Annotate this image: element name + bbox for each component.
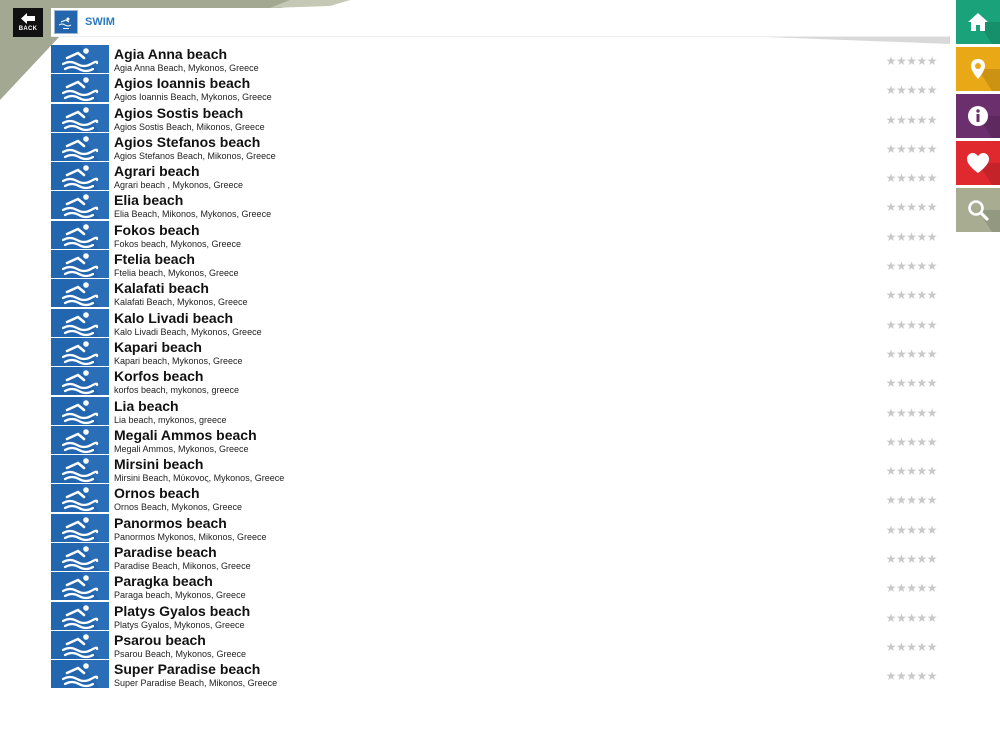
rating-stars bbox=[886, 376, 937, 390]
star-icon: ★ bbox=[906, 317, 917, 332]
beach-name: Agios Ioannis beach bbox=[114, 75, 251, 92]
star-icon: ★ bbox=[885, 200, 896, 215]
swim-icon bbox=[51, 279, 109, 307]
star-icon: ★ bbox=[916, 434, 927, 449]
star-icon: ★ bbox=[895, 171, 907, 186]
rating-stars bbox=[886, 435, 937, 449]
beach-location: Agios Ioannis Beach, Mykonos, Greece bbox=[114, 92, 272, 103]
swim-icon bbox=[51, 133, 109, 161]
header-bar bbox=[51, 8, 949, 37]
list-item[interactable] bbox=[51, 514, 941, 543]
star-icon: ★ bbox=[906, 259, 917, 274]
star-icon: ★ bbox=[926, 376, 937, 391]
rating-stars bbox=[886, 552, 937, 566]
star-icon: ★ bbox=[906, 405, 917, 420]
star-icon: ★ bbox=[885, 317, 896, 332]
star-icon: ★ bbox=[885, 522, 896, 537]
star-icon: ★ bbox=[906, 346, 917, 361]
rating-stars bbox=[886, 669, 937, 683]
swim-icon bbox=[51, 572, 109, 600]
star-icon: ★ bbox=[926, 434, 937, 449]
star-icon: ★ bbox=[895, 229, 907, 244]
list-item[interactable] bbox=[51, 45, 941, 74]
beach-name: Paradise beach bbox=[114, 544, 217, 561]
star-icon: ★ bbox=[926, 405, 937, 420]
rating-stars bbox=[886, 200, 937, 214]
swim-icon bbox=[51, 338, 109, 366]
star-icon: ★ bbox=[885, 54, 896, 68]
beach-name: Korfos beach bbox=[114, 368, 204, 385]
beach-name: Super Paradise beach bbox=[114, 661, 261, 678]
rating-stars bbox=[886, 406, 937, 420]
star-icon: ★ bbox=[906, 522, 917, 537]
rating-stars bbox=[886, 54, 937, 68]
beach-location: Paradise Beach, Mikonos, Greece bbox=[114, 561, 251, 572]
rating-stars bbox=[886, 230, 937, 244]
star-icon: ★ bbox=[926, 522, 937, 537]
star-icon: ★ bbox=[916, 669, 927, 684]
beach-name: Elia beach bbox=[114, 192, 184, 209]
star-icon: ★ bbox=[895, 83, 907, 98]
star-icon: ★ bbox=[895, 259, 907, 274]
beach-name: Kapari beach bbox=[114, 338, 202, 355]
star-icon: ★ bbox=[906, 112, 917, 127]
list-item[interactable] bbox=[51, 74, 941, 103]
swim-icon bbox=[51, 631, 109, 659]
beach-location: Lia beach, mykonos, greece bbox=[114, 414, 227, 425]
star-icon: ★ bbox=[895, 434, 907, 449]
star-icon: ★ bbox=[906, 376, 917, 391]
rating-stars bbox=[886, 288, 937, 302]
star-icon: ★ bbox=[926, 83, 937, 98]
swim-icon bbox=[51, 484, 109, 512]
star-icon: ★ bbox=[906, 229, 917, 244]
list-item[interactable] bbox=[51, 162, 941, 191]
star-icon: ★ bbox=[926, 259, 937, 274]
beach-name: Lia beach bbox=[114, 397, 179, 414]
star-icon: ★ bbox=[906, 581, 917, 596]
list-item[interactable] bbox=[51, 367, 941, 396]
star-icon: ★ bbox=[885, 229, 896, 244]
swim-icon bbox=[51, 191, 109, 219]
beach-location: Ornos Beach, Mykonos, Greece bbox=[114, 502, 243, 513]
star-icon: ★ bbox=[926, 493, 937, 508]
beach-name: Agrari beach bbox=[114, 163, 200, 180]
star-icon: ★ bbox=[885, 552, 896, 567]
beach-location: Agrari beach , Mykonos, Greece bbox=[114, 180, 244, 191]
star-icon: ★ bbox=[885, 171, 896, 186]
star-icon: ★ bbox=[906, 83, 917, 98]
star-icon: ★ bbox=[916, 552, 927, 567]
star-icon: ★ bbox=[895, 141, 907, 156]
star-icon: ★ bbox=[906, 493, 917, 508]
star-icon: ★ bbox=[885, 493, 896, 508]
swim-icon bbox=[51, 543, 109, 571]
list-item[interactable] bbox=[51, 484, 941, 513]
rating-stars bbox=[886, 83, 937, 97]
star-icon: ★ bbox=[916, 522, 927, 537]
beach-location: Megali Ammos, Mykonos, Greece bbox=[114, 443, 249, 454]
star-icon: ★ bbox=[885, 639, 896, 654]
star-icon: ★ bbox=[885, 669, 896, 684]
star-icon: ★ bbox=[926, 552, 937, 567]
rating-stars bbox=[886, 142, 937, 156]
star-icon: ★ bbox=[895, 317, 907, 332]
star-icon: ★ bbox=[916, 83, 927, 98]
beach-location: Ftelia beach, Mykonos, Greece bbox=[114, 268, 239, 279]
list-item[interactable] bbox=[51, 455, 941, 484]
star-icon: ★ bbox=[885, 141, 896, 156]
star-icon: ★ bbox=[906, 171, 917, 186]
swim-icon bbox=[51, 45, 109, 73]
star-icon: ★ bbox=[895, 200, 907, 215]
list-item[interactable] bbox=[51, 250, 941, 279]
star-icon: ★ bbox=[885, 112, 896, 127]
star-icon: ★ bbox=[906, 434, 917, 449]
star-icon: ★ bbox=[916, 288, 927, 303]
star-icon: ★ bbox=[895, 522, 907, 537]
swim-category-icon bbox=[54, 10, 78, 34]
star-icon: ★ bbox=[895, 346, 907, 361]
star-icon: ★ bbox=[916, 112, 927, 127]
swim-icon bbox=[51, 660, 109, 688]
beach-location: Super Paradise Beach, Mikonos, Greece bbox=[114, 678, 278, 689]
beach-name: Agia Anna beach bbox=[114, 46, 228, 62]
page-title: SWIM bbox=[85, 16, 115, 28]
star-icon: ★ bbox=[916, 405, 927, 420]
star-icon: ★ bbox=[926, 229, 937, 244]
info-icon bbox=[967, 105, 989, 127]
beach-location: Kalo Livadi Beach, Mykonos, Greece bbox=[114, 326, 262, 337]
star-icon: ★ bbox=[916, 229, 927, 244]
star-icon: ★ bbox=[885, 83, 896, 98]
arrow-left-icon bbox=[21, 13, 35, 24]
star-icon: ★ bbox=[926, 639, 937, 654]
beach-name: Kalafati beach bbox=[114, 280, 209, 297]
star-icon: ★ bbox=[895, 552, 907, 567]
star-icon: ★ bbox=[895, 405, 907, 420]
list-item[interactable] bbox=[51, 572, 941, 601]
star-icon: ★ bbox=[895, 376, 907, 391]
rating-stars bbox=[886, 347, 937, 361]
beach-name: Megali Ammos beach bbox=[114, 426, 257, 443]
swim-icon bbox=[51, 309, 109, 337]
swim-icon bbox=[51, 221, 109, 249]
back-button[interactable] bbox=[13, 8, 43, 37]
swim-icon bbox=[51, 426, 109, 454]
star-icon: ★ bbox=[885, 405, 896, 420]
home-icon bbox=[967, 12, 989, 32]
star-icon: ★ bbox=[916, 141, 927, 156]
star-icon: ★ bbox=[895, 464, 907, 479]
rating-stars bbox=[886, 171, 937, 185]
star-icon: ★ bbox=[926, 200, 937, 215]
beach-location: Agios Stefanos Beach, Mikonos, Greece bbox=[114, 150, 276, 161]
home-button[interactable] bbox=[956, 0, 1000, 44]
star-icon: ★ bbox=[916, 464, 927, 479]
beach-location: Kapari beach, Mykonos, Greece bbox=[114, 355, 243, 366]
star-icon: ★ bbox=[916, 259, 927, 274]
list-item[interactable] bbox=[51, 221, 941, 250]
list-item[interactable] bbox=[51, 191, 941, 220]
beach-name: Agios Sostis beach bbox=[114, 104, 244, 121]
rating-stars bbox=[886, 493, 937, 507]
info-button[interactable] bbox=[956, 94, 1000, 138]
star-icon: ★ bbox=[885, 581, 896, 596]
star-icon: ★ bbox=[906, 141, 917, 156]
star-icon: ★ bbox=[906, 288, 917, 303]
star-icon: ★ bbox=[895, 610, 907, 625]
map-button[interactable] bbox=[956, 47, 1000, 91]
back-label: BACK bbox=[18, 26, 38, 32]
beach-location: Kalafati Beach, Mykonos, Greece bbox=[114, 297, 248, 308]
list-item[interactable] bbox=[51, 133, 941, 162]
star-icon: ★ bbox=[895, 288, 907, 303]
star-icon: ★ bbox=[926, 141, 937, 156]
beach-name: Psarou beach bbox=[114, 631, 206, 648]
star-icon: ★ bbox=[906, 552, 917, 567]
search-button[interactable] bbox=[956, 188, 1000, 232]
star-icon: ★ bbox=[916, 639, 927, 654]
rating-stars bbox=[886, 318, 937, 332]
star-icon: ★ bbox=[926, 171, 937, 186]
beach-name: Ftelia beach bbox=[114, 251, 195, 268]
star-icon: ★ bbox=[916, 346, 927, 361]
swim-icon bbox=[51, 367, 109, 395]
list-item[interactable] bbox=[51, 543, 941, 572]
star-icon: ★ bbox=[926, 54, 937, 68]
star-icon: ★ bbox=[885, 288, 896, 303]
star-icon: ★ bbox=[916, 376, 927, 391]
star-icon: ★ bbox=[916, 200, 927, 215]
beach-name: Ornos beach bbox=[114, 485, 200, 502]
star-icon: ★ bbox=[906, 639, 917, 654]
beach-location: Panormos Mykonos, Mikonos, Greece bbox=[114, 531, 267, 542]
star-icon: ★ bbox=[926, 610, 937, 625]
star-icon: ★ bbox=[895, 493, 907, 508]
beach-name: Paragka beach bbox=[114, 573, 213, 590]
star-icon: ★ bbox=[916, 54, 927, 68]
star-icon: ★ bbox=[906, 200, 917, 215]
star-icon: ★ bbox=[885, 259, 896, 274]
search-icon bbox=[967, 199, 989, 221]
star-icon: ★ bbox=[885, 434, 896, 449]
star-icon: ★ bbox=[926, 464, 937, 479]
beach-location: Agia Anna Beach, Mykonos, Greece bbox=[114, 63, 259, 73]
star-icon: ★ bbox=[926, 581, 937, 596]
list-item[interactable] bbox=[51, 104, 941, 133]
star-icon: ★ bbox=[926, 288, 937, 303]
star-icon: ★ bbox=[895, 112, 907, 127]
beach-location: Elia Beach, Mikonos, Mykonos, Greece bbox=[114, 209, 272, 220]
list-item[interactable] bbox=[51, 602, 941, 631]
swim-icon bbox=[51, 250, 109, 278]
rating-stars bbox=[886, 581, 937, 595]
beach-name: Panormos beach bbox=[114, 514, 227, 531]
rating-stars bbox=[886, 523, 937, 537]
beach-location: Agios Sostis Beach, Mikonos, Greece bbox=[114, 121, 265, 132]
favorites-button[interactable] bbox=[956, 141, 1000, 185]
star-icon: ★ bbox=[916, 610, 927, 625]
list-item[interactable] bbox=[51, 279, 941, 308]
rating-stars bbox=[886, 464, 937, 478]
beach-list bbox=[51, 45, 941, 690]
list-item[interactable] bbox=[51, 338, 941, 367]
star-icon: ★ bbox=[885, 346, 896, 361]
star-icon: ★ bbox=[906, 54, 917, 68]
star-icon: ★ bbox=[926, 346, 937, 361]
list-item[interactable] bbox=[51, 426, 941, 455]
beach-name: Platys Gyalos beach bbox=[114, 602, 251, 619]
beach-name: Agios Stefanos beach bbox=[114, 133, 261, 150]
sidebar bbox=[956, 0, 1000, 235]
beach-location: Psarou Beach, Mykonos, Greece bbox=[114, 648, 247, 659]
star-icon: ★ bbox=[916, 493, 927, 508]
rating-stars bbox=[886, 640, 937, 654]
star-icon: ★ bbox=[906, 464, 917, 479]
star-icon: ★ bbox=[916, 581, 927, 596]
beach-location: Mirsini Beach, Μύκονος, Mykonos, Greece bbox=[114, 473, 285, 484]
list-item[interactable] bbox=[51, 309, 941, 338]
star-icon: ★ bbox=[885, 376, 896, 391]
star-icon: ★ bbox=[926, 317, 937, 332]
star-icon: ★ bbox=[895, 639, 907, 654]
star-icon: ★ bbox=[906, 669, 917, 684]
beach-name: Kalo Livadi beach bbox=[114, 309, 234, 326]
star-icon: ★ bbox=[895, 581, 907, 596]
swim-icon bbox=[51, 455, 109, 483]
star-icon: ★ bbox=[926, 669, 937, 684]
swim-icon bbox=[51, 74, 109, 102]
beach-name: Fokos beach bbox=[114, 221, 200, 238]
rating-stars bbox=[886, 113, 937, 127]
beach-location: Paraga beach, Mykonos, Greece bbox=[114, 590, 246, 601]
list-item[interactable] bbox=[51, 397, 941, 426]
star-icon: ★ bbox=[895, 54, 907, 68]
swim-icon bbox=[51, 104, 109, 132]
rating-stars bbox=[886, 259, 937, 273]
star-icon: ★ bbox=[916, 171, 927, 186]
beach-name: Mirsini beach bbox=[114, 456, 204, 473]
list-item[interactable] bbox=[51, 660, 941, 689]
star-icon: ★ bbox=[885, 464, 896, 479]
list-item[interactable] bbox=[51, 631, 941, 660]
star-icon: ★ bbox=[895, 669, 907, 684]
star-icon: ★ bbox=[916, 317, 927, 332]
rating-stars bbox=[886, 611, 937, 625]
star-icon: ★ bbox=[885, 610, 896, 625]
beach-location: korfos beach, mykonos, greece bbox=[114, 385, 240, 396]
swim-icon bbox=[51, 514, 109, 542]
star-icon: ★ bbox=[926, 112, 937, 127]
swim-icon bbox=[51, 162, 109, 190]
beach-location: Fokos beach, Mykonos, Greece bbox=[114, 238, 242, 249]
star-icon: ★ bbox=[906, 610, 917, 625]
swim-icon bbox=[51, 397, 109, 425]
map-pin-icon bbox=[970, 58, 986, 80]
swim-icon bbox=[51, 602, 109, 630]
beach-location: Platys Gyalos, Mykonos, Greece bbox=[114, 619, 245, 630]
heart-icon bbox=[966, 152, 990, 174]
